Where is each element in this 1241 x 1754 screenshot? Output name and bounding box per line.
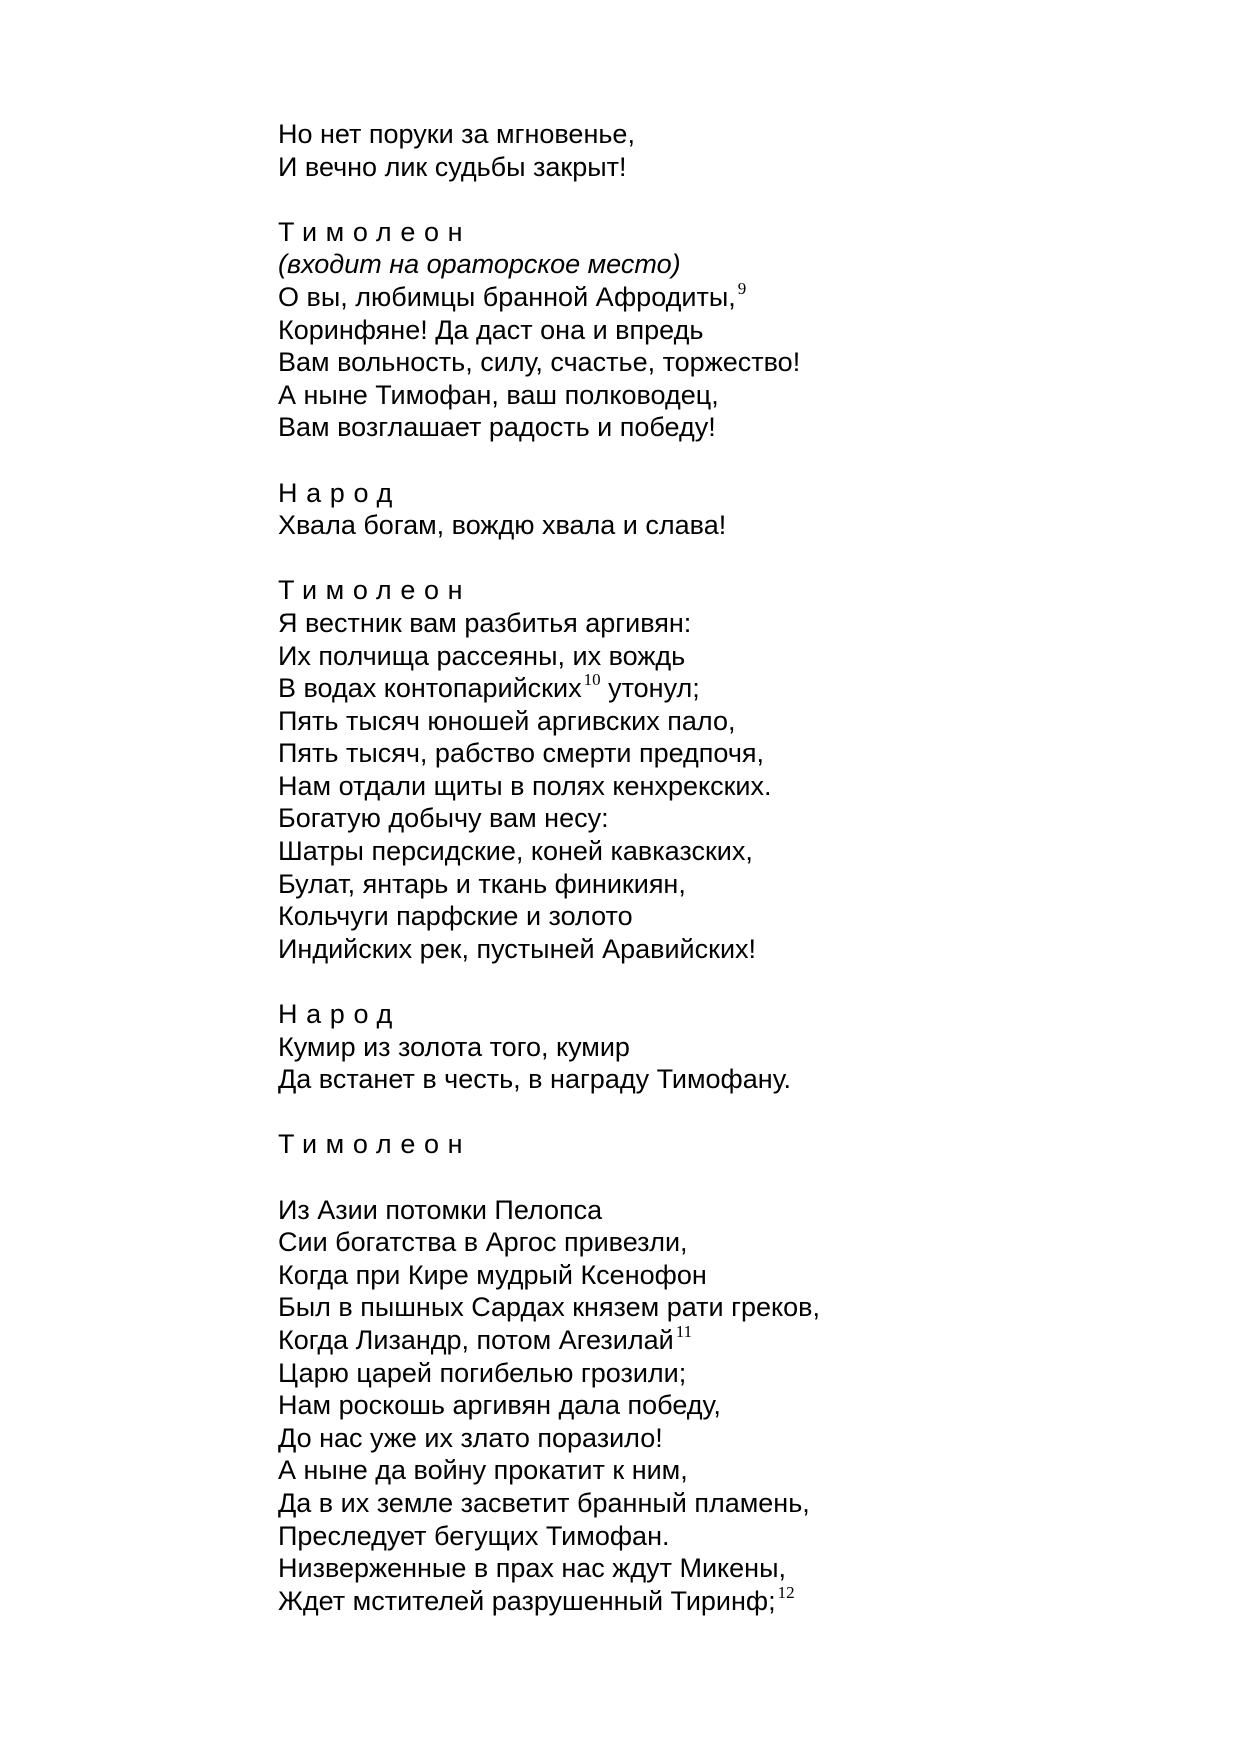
verse-line <box>278 705 1178 738</box>
verse-line <box>278 1487 1178 1520</box>
speaker-name <box>278 216 1178 249</box>
verse-line <box>278 118 1178 151</box>
line-text: Из Азии потомки Пелопса <box>278 1194 603 1225</box>
line-text: Вам возглашает радость и победу! <box>278 412 716 443</box>
footnote-marker: 10 <box>583 670 601 690</box>
line-text: Вам вольность, силу, счастье, торжество! <box>278 347 801 378</box>
verse-line <box>278 868 1178 901</box>
blank-line <box>278 542 1178 575</box>
line-text: Пять тысяч юношей аргивских пало, <box>278 705 736 736</box>
line-text: Да встанет в честь, в награду Тимофану. <box>278 1064 791 1095</box>
verse-line <box>278 802 1178 835</box>
line-text: Низверженные в прах нас ждут Микены, <box>278 1553 786 1584</box>
verse-line <box>278 346 1178 379</box>
line-text: Их полчища рассеяны, их вождь <box>278 640 686 671</box>
verse-line <box>278 411 1178 444</box>
verse-line <box>278 1226 1178 1259</box>
line-text: Тимолеон <box>278 216 472 247</box>
line-text: Когда при Кире мудрый Ксенофон <box>278 1259 707 1290</box>
speaker-name <box>278 574 1178 607</box>
verse-line <box>278 737 1178 770</box>
verse-line <box>278 607 1178 640</box>
verse-line <box>278 314 1178 347</box>
line-text: Народ <box>278 477 401 508</box>
line-text: Но нет поруки за мгновенье, <box>278 119 635 149</box>
line-text: Да в их земле засветит бранный пламень, <box>278 1487 810 1518</box>
verse-line <box>278 900 1178 933</box>
verse-line <box>278 1063 1178 1096</box>
footnote-marker: 12 <box>777 1582 795 1602</box>
verse-line <box>278 1520 1178 1553</box>
verse-line <box>278 151 1178 184</box>
blank-line <box>278 1096 1178 1129</box>
line-text: Был в пышных Сардах князем рати греков, <box>278 1292 820 1323</box>
line-text: Сии богатства в Аргос привезли, <box>278 1227 688 1258</box>
verse-line <box>278 509 1178 542</box>
footnote-marker: 9 <box>737 279 747 299</box>
verse-line <box>278 1324 1178 1357</box>
line-text: Я вестник вам разбитья аргивян: <box>278 607 692 638</box>
blank-line <box>278 183 1178 216</box>
line-text: Шатры персидские, коней кавказских, <box>278 836 753 867</box>
line-text: Царю царей погибелью грозили; <box>278 1357 687 1388</box>
line-text: Когда Лизандр, потом Агезилай <box>278 1324 674 1355</box>
line-text: Индийских рек, пустыней Аравийских! <box>278 933 757 964</box>
verse-line <box>278 835 1178 868</box>
line-text: В водах контопарийских <box>278 673 582 704</box>
verse-line <box>278 379 1178 412</box>
line-text: Народ <box>278 999 401 1030</box>
line-text: Тимолеон <box>278 575 472 606</box>
line-text: И вечно лик судьбы закрыт! <box>278 151 627 182</box>
verse-line <box>278 281 1178 314</box>
line-text: Ждет мстителей разрушенный Тиринф; <box>278 1585 776 1616</box>
line-text: (входит на ораторское место) <box>278 249 681 280</box>
verse-line <box>278 640 1178 673</box>
line-text: Богатую добычу вам несу: <box>278 803 609 834</box>
blank-line <box>278 1161 1178 1194</box>
speaker-name <box>278 477 1178 510</box>
verse-line <box>278 1291 1178 1324</box>
line-text: Кумир из золота того, кумир <box>278 1031 630 1062</box>
stage-direction <box>278 248 1178 281</box>
verse-line <box>278 1194 1178 1227</box>
verse-line <box>278 770 1178 803</box>
line-text-continued: утонул; <box>600 673 700 704</box>
blank-line <box>278 965 1178 998</box>
verse-line <box>278 1357 1178 1390</box>
line-text: До нас уже их злато поразило! <box>278 1422 663 1453</box>
line-text: Преследует бегущих Тимофан. <box>278 1520 670 1551</box>
line-text: Коринфяне! Да даст она и впредь <box>278 314 704 345</box>
blank-line <box>278 444 1178 477</box>
verse-line <box>278 1552 1178 1585</box>
line-text: Тимолеон <box>278 1129 472 1160</box>
verse-line <box>278 1259 1178 1292</box>
footnote-marker: 11 <box>675 1322 693 1342</box>
verse-line <box>278 1031 1178 1064</box>
speaker-name <box>278 1128 1178 1161</box>
verse-line <box>278 1422 1178 1455</box>
speaker-name <box>278 998 1178 1031</box>
verse-line <box>278 933 1178 966</box>
line-text: О вы, любимцы бранной Афродиты, <box>278 281 736 312</box>
line-text: Хвала богам, вождю хвала и слава! <box>278 510 727 541</box>
line-text: А ныне да войну прокатит к ним, <box>278 1455 688 1486</box>
line-text: Кольчуги парфские и золото <box>278 901 633 932</box>
verse-line <box>278 1582 1178 1618</box>
verse-line <box>278 1454 1178 1487</box>
line-text: Булат, янтарь и ткань финикиян, <box>278 868 686 899</box>
line-text: Пять тысяч, рабство смерти предпочя, <box>278 738 765 769</box>
line-text: Нам роскошь аргивян дала победу, <box>278 1390 721 1421</box>
line-text: А ныне Тимофан, ваш полководец, <box>278 379 719 410</box>
verse-line <box>278 672 1178 705</box>
verse-line <box>278 1389 1178 1422</box>
line-text: Нам отдали щиты в полях кенхрекских. <box>278 770 772 801</box>
poem-text-block <box>278 118 1178 1617</box>
